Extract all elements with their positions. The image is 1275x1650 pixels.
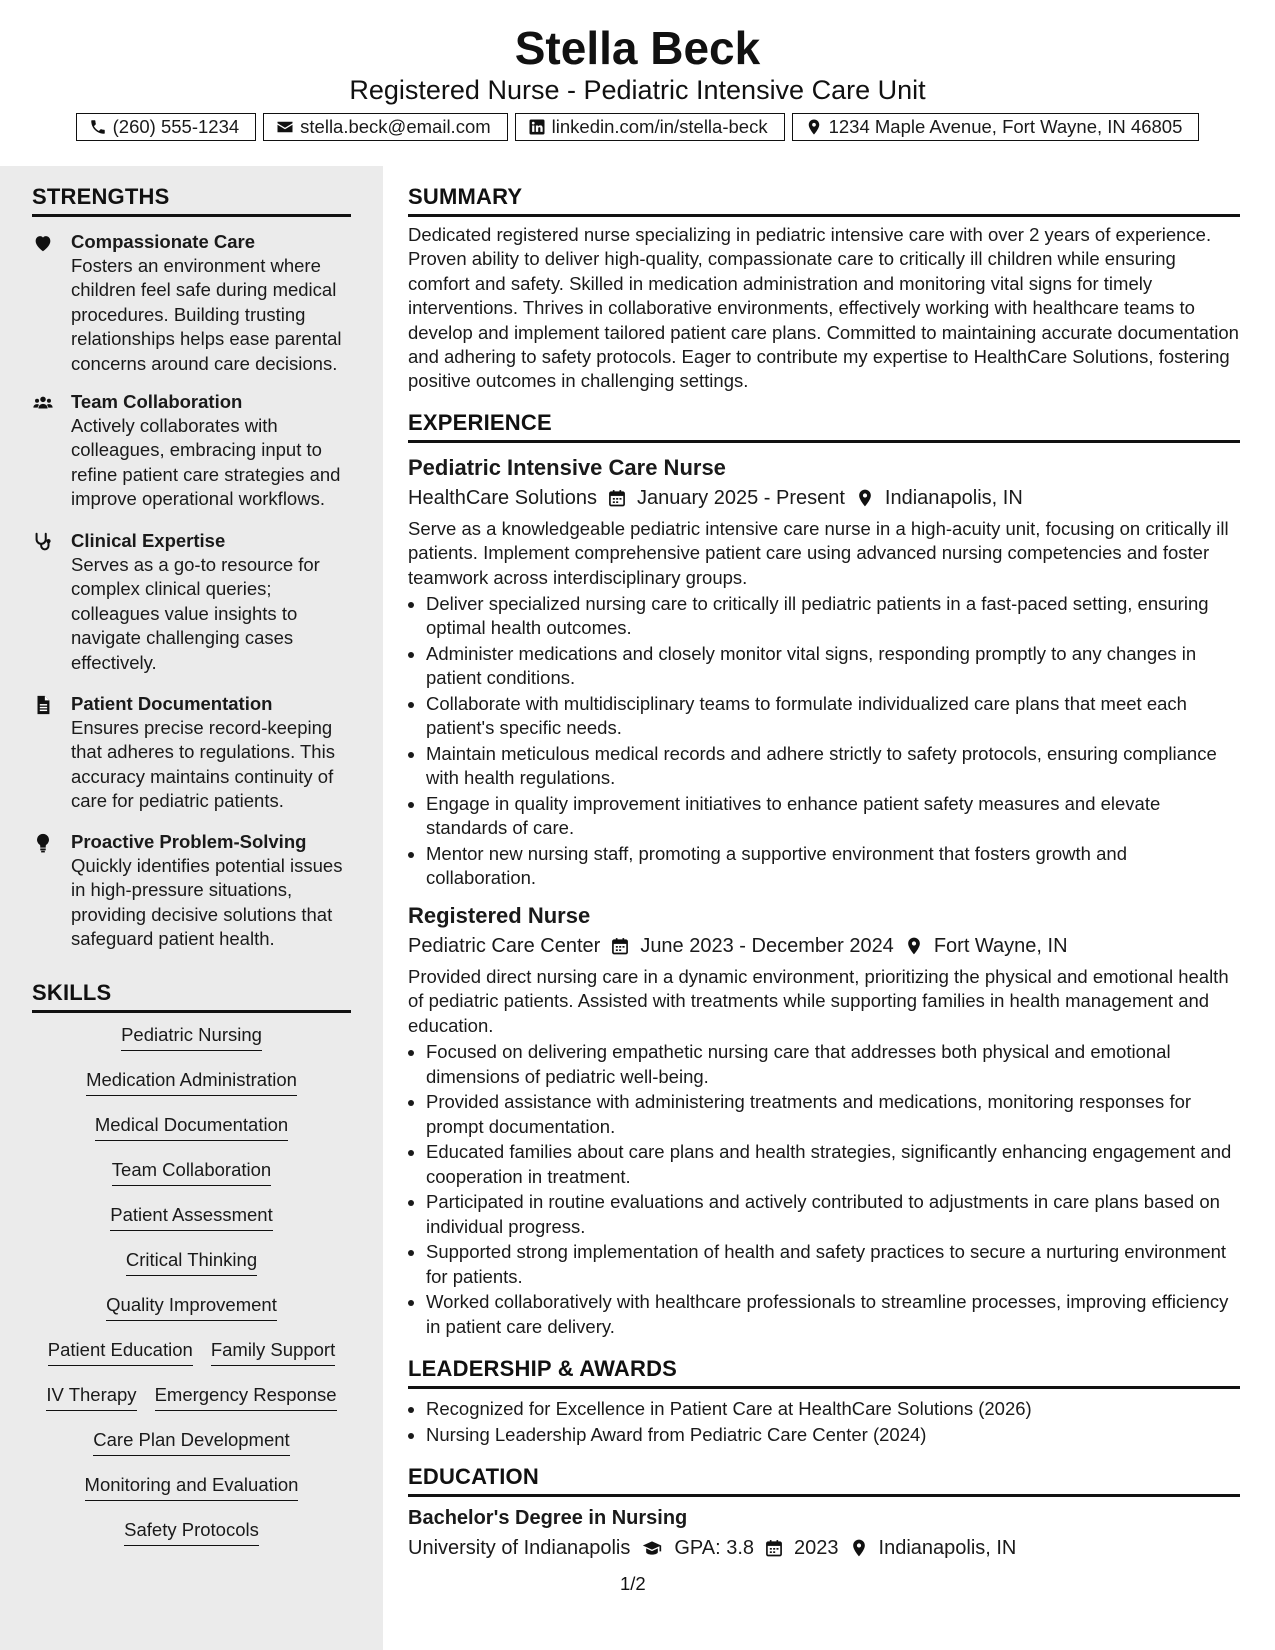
- graduation-year: 2023: [794, 1537, 839, 1560]
- job-dates: June 2023 - December 2024: [640, 934, 894, 957]
- job-bullets: [408, 1040, 1240, 1339]
- calendar-icon: [610, 936, 630, 956]
- skill-tag: Emergency Response: [155, 1382, 337, 1411]
- strength-name: Proactive Problem-Solving: [71, 831, 307, 852]
- school-name: University of Indianapolis: [408, 1537, 631, 1560]
- job-location: Fort Wayne, IN: [933, 934, 1068, 957]
- map-pin-icon: [855, 488, 875, 508]
- heart-icon: [32, 232, 54, 254]
- contact-email-text: stella.beck@email.com: [300, 116, 491, 137]
- skill-tag: Pediatric Nursing: [121, 1022, 262, 1051]
- contact-linkedin[interactable]: [515, 113, 785, 141]
- job-description: Provided direct nursing care in a dynamic environment, prioritizing the physical and emotional health of pediatric patients. Assisted with treatments while supporting families in health management and education.: [408, 965, 1229, 1036]
- skills-list: [32, 1022, 351, 1562]
- job-bullet: • Engage in quality improvement initiatives to enhance patient safety measures and elevate standards of care.: [426, 792, 1240, 841]
- job-company: HealthCare Solutions: [408, 486, 597, 509]
- skill-row: [32, 1337, 351, 1382]
- skill-row: [32, 1472, 351, 1517]
- school-location: Indianapolis, IN: [878, 1537, 1017, 1560]
- skill-tag: Patient Assessment: [110, 1202, 272, 1231]
- skills-heading: SKILLS: [32, 978, 351, 1013]
- resume-header: [0, 0, 1275, 166]
- strength-desc: Serves as a go-to resource for complex clinical queries; colleagues value insights to navigate challenging cases effectively.: [71, 554, 320, 673]
- education-heading: EDUCATION: [408, 1462, 1240, 1497]
- skill-tag: Medical Documentation: [95, 1112, 288, 1141]
- experience-heading: EXPERIENCE: [408, 408, 1240, 443]
- skill-row: [32, 1022, 351, 1067]
- job-bullet: • Educated families about care plans and health strategies, significantly enhancing engagement and cooperation in treatment.: [426, 1140, 1240, 1189]
- summary-heading: SUMMARY: [408, 182, 1240, 217]
- job-entry: [408, 453, 1240, 891]
- skill-row: [32, 1202, 351, 1247]
- job-bullet: • Deliver specialized nursing care to critically ill pediatric patients in a fast-paced setting, ensuring optimal health outcomes.: [426, 592, 1240, 641]
- strength-name: Team Collaboration: [71, 391, 243, 412]
- map-pin-icon: [805, 118, 823, 136]
- strength-desc: Ensures precise record-keeping that adheres to regulations. This accuracy maintains continuity of care for pediatric patients.: [71, 717, 335, 812]
- skill-tag: Family Support: [211, 1337, 335, 1366]
- map-pin-icon: [904, 936, 924, 956]
- skill-tag: Care Plan Development: [93, 1427, 289, 1456]
- skill-tag: Medication Administration: [86, 1067, 297, 1096]
- skill-tag: Critical Thinking: [126, 1247, 257, 1276]
- job-meta: [408, 483, 1240, 513]
- job-title: Pediatric Intensive Care Nurse: [408, 454, 726, 480]
- job-company: Pediatric Care Center: [408, 934, 601, 957]
- skill-tag: Team Collaboration: [112, 1157, 271, 1186]
- skill-row: [32, 1517, 351, 1562]
- stethoscope-icon: [32, 531, 54, 553]
- awards-heading: LEADERSHIP & AWARDS: [408, 1354, 1240, 1389]
- strength-desc: Fosters an environment where children feel safe during medical procedures. Building trusting relationships helps ease parental concerns around care decisions.: [71, 255, 342, 374]
- main-content: [408, 166, 1240, 1563]
- job-bullets: [408, 592, 1240, 891]
- skill-tag: IV Therapy: [46, 1382, 136, 1411]
- lightbulb-icon: [32, 832, 54, 854]
- document-icon: [32, 694, 54, 716]
- contact-phone[interactable]: [76, 113, 257, 141]
- contact-bar: [0, 113, 1275, 141]
- strength-name: Compassionate Care: [71, 231, 256, 252]
- degree-title: Bachelor's Degree in Nursing: [408, 1507, 688, 1530]
- gpa-text: GPA: 3.8: [674, 1537, 755, 1560]
- strengths-heading: STRENGTHS: [32, 182, 351, 217]
- job-bullet: • Maintain meticulous medical records and adhere strictly to safety protocols, ensuring compliance with health regulations.: [426, 742, 1240, 791]
- skill-row: [32, 1292, 351, 1337]
- award-item: • Nursing Leadership Award from Pediatric Care Center (2024): [426, 1423, 1240, 1447]
- job-bullet: • Supported strong implementation of health and safety practices to secure a nurturing environment for patients.: [426, 1240, 1240, 1289]
- contact-address: [792, 113, 1200, 141]
- strength-desc: Actively collaborates with colleagues, embracing input to refine patient care strategies and improve operational workflows.: [71, 415, 341, 510]
- skill-row: [32, 1382, 351, 1427]
- job-location: Indianapolis, IN: [884, 486, 1023, 509]
- strength-desc: Quickly identifies potential issues in high-pressure situations, providing decisive solutions that safeguard patient health.: [71, 855, 343, 950]
- skill-row: [32, 1067, 351, 1112]
- skill-tag: Safety Protocols: [124, 1517, 259, 1546]
- phone-icon: [89, 118, 107, 136]
- skill-row: [32, 1427, 351, 1472]
- skill-tag: Patient Education: [48, 1337, 193, 1366]
- education-entry: [408, 1503, 1240, 1563]
- job-title: Registered Nurse: [408, 902, 591, 928]
- job-bullet: • Participated in routine evaluations and actively contributed to adjustments in care plans based on individual progress.: [426, 1190, 1240, 1239]
- calendar-icon: [764, 1538, 784, 1558]
- candidate-name: Stella Beck: [514, 22, 761, 74]
- job-dates: January 2025 - Present: [637, 486, 845, 509]
- job-meta: [408, 931, 1240, 961]
- job-bullet: • Collaborate with multidisciplinary teams to formulate individualized care plans that meet each patient's specific needs.: [426, 692, 1240, 741]
- graduation-cap-icon: [640, 1538, 664, 1558]
- linkedin-icon: [528, 118, 546, 136]
- job-entry: [408, 901, 1240, 1339]
- job-bullet: • Mentor new nursing staff, promoting a supportive environment that fosters growth and collaboration.: [426, 842, 1240, 891]
- users-icon: [32, 392, 54, 414]
- contact-email[interactable]: [263, 113, 507, 141]
- contact-linkedin-text: linkedin.com/in/stella-beck: [551, 116, 768, 137]
- skill-tag: Quality Improvement: [106, 1292, 277, 1321]
- summary-text: Dedicated registered nurse specializing in pediatric intensive care with over 2 years of experience. Proven ability to deliver high-quality, compassionate care to critically ill children while ensuring comfort and safety. Skilled in medication administration and monitoring vital signs for timely interventions. Thrives in collaborative environments, effectively working with healthcare teams to develop and implement tailored patient care plans. Committed to maintaining accurate documentation and adhering to safety protocols. Eager to contribute my expertise to HealthCare Solutions, fostering positive outcomes in challenging settings.: [408, 224, 1239, 392]
- page-number: 1/2: [620, 1573, 646, 1594]
- skill-row: [32, 1157, 351, 1202]
- calendar-icon: [607, 488, 627, 508]
- strength-name: Clinical Expertise: [71, 530, 226, 551]
- contact-phone-text: (260) 555-1234: [112, 116, 240, 137]
- envelope-icon: [276, 118, 294, 136]
- job-bullet: • Worked collaboratively with healthcare professionals to streamline processes, improving efficiency in patient care delivery.: [426, 1290, 1240, 1339]
- contact-address-text: 1234 Maple Avenue, Fort Wayne, IN 46805: [828, 116, 1183, 137]
- strength-name: Patient Documentation: [71, 693, 273, 714]
- skill-row: [32, 1247, 351, 1292]
- job-bullet: • Focused on delivering empathetic nursing care that addresses both physical and emotional dimensions of pediatric well-being.: [426, 1040, 1240, 1089]
- map-pin-icon: [849, 1538, 869, 1558]
- candidate-role: Registered Nurse - Pediatric Intensive Care Unit: [349, 75, 926, 105]
- skill-tag: Monitoring and Evaluation: [85, 1472, 299, 1501]
- awards-list: [408, 1397, 1240, 1447]
- job-bullet: • Administer medications and closely monitor vital signs, responding promptly to any changes in patient conditions.: [426, 642, 1240, 691]
- education-meta: [408, 1533, 1240, 1563]
- job-description: Serve as a knowledgeable pediatric intensive care nurse in a high-acuity unit, focusing on critically ill patients. Implement comprehensive patient care using advanced nursing competencies and foster teamwork across interdisciplinary groups.: [408, 517, 1229, 588]
- job-bullet: • Provided assistance with administering treatments and medications, monitoring responses for prompt documentation.: [426, 1090, 1240, 1139]
- award-item: • Recognized for Excellence in Patient Care at HealthCare Solutions (2026): [426, 1397, 1240, 1421]
- skill-row: [32, 1112, 351, 1157]
